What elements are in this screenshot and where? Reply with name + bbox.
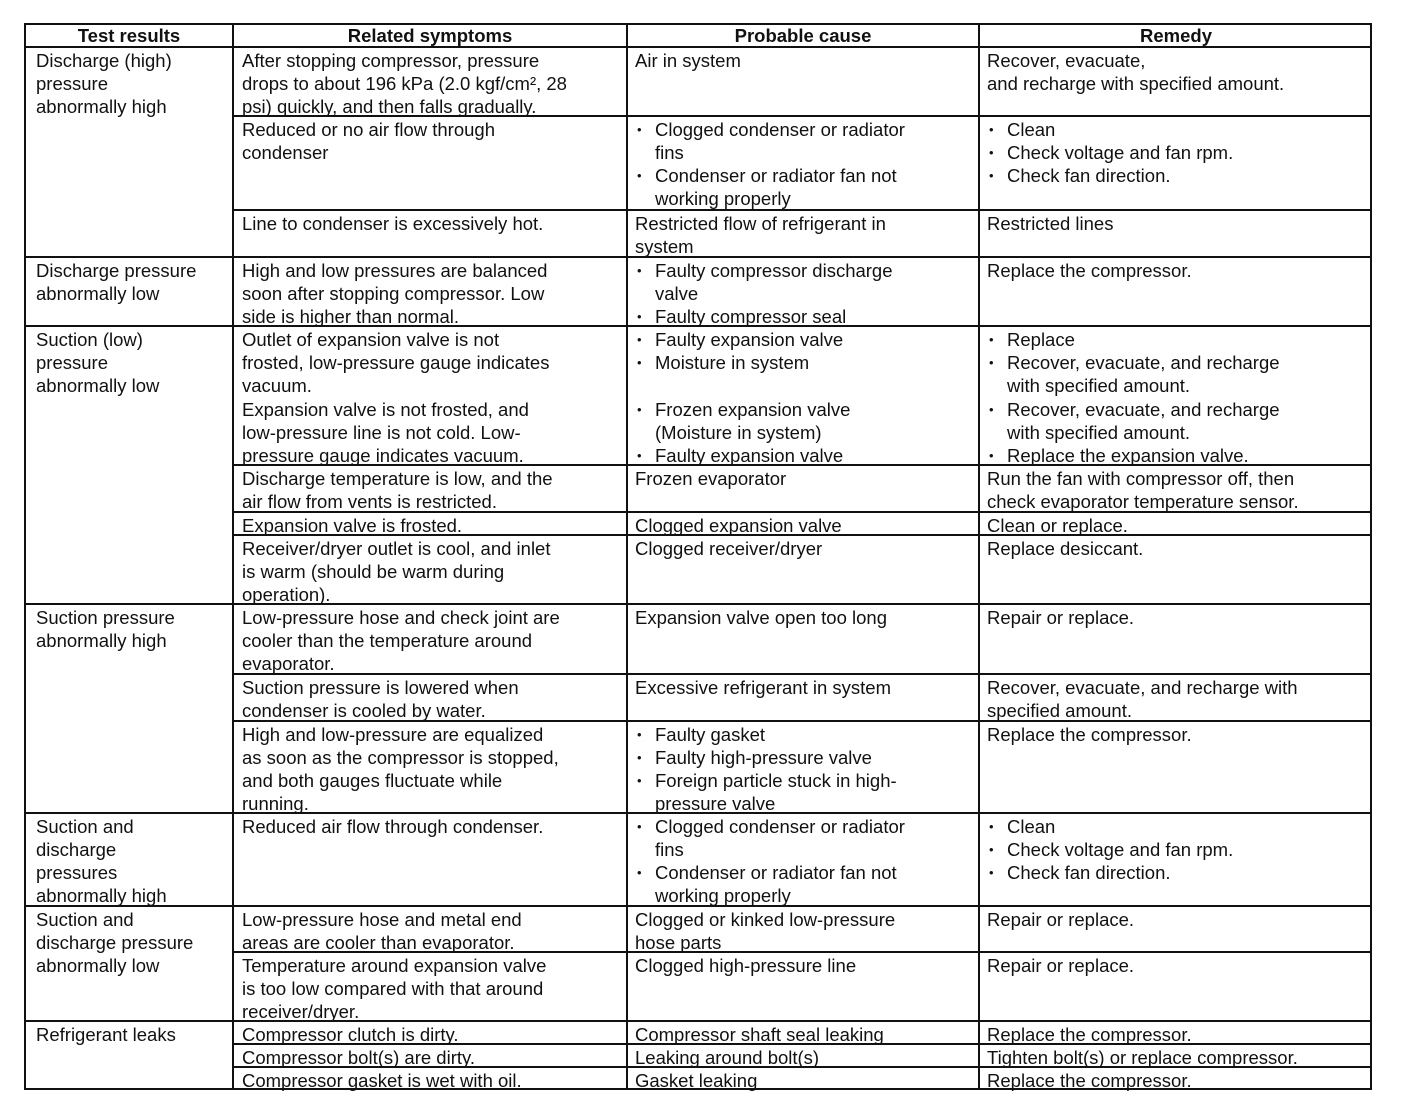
text-line: and recharge with specified amount. xyxy=(987,73,1285,94)
text-line: (Moisture in system) xyxy=(655,422,822,443)
text-line: Line to condenser is excessively hot. xyxy=(242,213,544,234)
text-line: Low-pressure hose and check joint are xyxy=(242,607,560,628)
text-line: • Check fan direction. xyxy=(1007,862,1171,883)
text-line: Receiver/dryer outlet is cool, and inlet xyxy=(242,538,551,559)
row-divider xyxy=(233,115,1372,117)
text-line: condenser xyxy=(242,142,329,163)
cause-cell xyxy=(635,212,975,258)
text-line: air flow from vents is restricted. xyxy=(242,491,497,512)
text-line: • Foreign particle stuck in high- xyxy=(655,770,897,791)
remedy-bullet-list xyxy=(987,118,1367,187)
text-line: fins xyxy=(655,142,684,163)
text-line: Outlet of expansion valve is not xyxy=(242,329,500,350)
text-line: working properly xyxy=(655,188,791,209)
remedy-cell xyxy=(987,49,1367,95)
text-line: pressure xyxy=(36,73,108,94)
text-line: Replace the compressor. xyxy=(987,1070,1192,1091)
text-line: Suction and xyxy=(36,909,134,930)
text-line: abnormally low xyxy=(36,283,160,304)
row-divider xyxy=(26,46,1372,48)
text-line: working properly xyxy=(655,885,791,906)
text-line: vacuum. xyxy=(242,375,312,396)
text-line: Refrigerant leaks xyxy=(36,1024,176,1045)
text-line: Clogged high-pressure line xyxy=(635,955,857,976)
text-line: Air in system xyxy=(635,50,741,71)
remedy-cell xyxy=(987,676,1367,722)
remedy-bullet-item xyxy=(987,118,1367,141)
troubleshooting-table xyxy=(24,23,1372,1090)
symptom-cell xyxy=(242,467,622,513)
cause-cell xyxy=(635,908,975,954)
symptom-cell xyxy=(242,815,622,838)
text-line: • Faulty gasket xyxy=(655,724,766,745)
row-divider xyxy=(233,511,1372,513)
text-line: abnormally high xyxy=(36,630,167,651)
row-divider xyxy=(233,534,1372,536)
cause-cell xyxy=(635,606,975,629)
symptom-cell xyxy=(242,259,622,328)
text-line: Clogged receiver/dryer xyxy=(635,538,823,559)
cause-bullet-item xyxy=(635,861,975,907)
text-line: pressure valve xyxy=(655,793,776,814)
remedy-cell xyxy=(987,398,1367,467)
text-line: cooler than the temperature around xyxy=(242,630,533,651)
cause-bullet-item xyxy=(635,815,975,861)
text-line: High and low-pressure are equalized xyxy=(242,724,544,745)
text-line: Temperature around expansion valve xyxy=(242,955,547,976)
remedy-cell xyxy=(987,908,1367,931)
text-line: Recover, evacuate, and recharge with xyxy=(987,677,1298,698)
remedy-cell xyxy=(987,954,1367,977)
text-line: Repair or replace. xyxy=(987,955,1135,976)
remedy-bullet-item xyxy=(987,351,1367,397)
text-line: Expansion valve is frosted. xyxy=(242,515,463,536)
text-line: abnormally low xyxy=(36,375,160,396)
text-line: discharge xyxy=(36,839,117,860)
row-divider xyxy=(26,325,1372,327)
text-line: is warm (should be warm during xyxy=(242,561,505,582)
text-line: • Check voltage and fan rpm. xyxy=(1007,839,1234,860)
text-line: Run the fan with compressor off, then xyxy=(987,468,1295,489)
text-line: discharge pressure xyxy=(36,932,194,953)
test-result-cell xyxy=(36,1023,226,1046)
text-line: pressure xyxy=(36,352,108,373)
remedy-cell xyxy=(987,815,1367,884)
text-line: • Faulty compressor discharge xyxy=(655,260,893,281)
text-line: Compressor gasket is wet with oil. xyxy=(242,1070,522,1091)
remedy-bullet-list xyxy=(987,398,1367,467)
text-line: • Clean xyxy=(1007,119,1056,140)
text-line: Compressor shaft seal leaking xyxy=(635,1024,884,1045)
cause-cell xyxy=(635,676,975,699)
remedy-cell xyxy=(987,259,1367,282)
test-result-cell xyxy=(36,815,226,907)
text-line: receiver/dryer. xyxy=(242,1001,360,1022)
text-line: drops to about 196 kPa (2.0 kgf/cm², 28 xyxy=(242,73,567,94)
text-line: and both gauges fluctuate while xyxy=(242,770,503,791)
symptom-cell xyxy=(242,954,622,1023)
column-divider xyxy=(978,25,980,1088)
remedy-cell xyxy=(987,118,1367,187)
symptom-cell xyxy=(242,723,622,815)
cause-cell xyxy=(635,398,975,467)
text-line: with specified amount. xyxy=(1007,422,1191,443)
row-divider xyxy=(233,1066,1372,1068)
remedy-bullet-item xyxy=(987,861,1367,884)
row-divider xyxy=(26,812,1372,814)
text-line: • Frozen expansion valve xyxy=(655,399,851,420)
text-line: Replace desiccant. xyxy=(987,538,1144,559)
text-line: condenser is cooled by water. xyxy=(242,700,486,721)
row-divider xyxy=(233,1043,1372,1045)
text-line: Discharge temperature is low, and the xyxy=(242,468,553,489)
text-line: running. xyxy=(242,793,309,814)
text-line: fins xyxy=(655,839,684,860)
symptom-cell xyxy=(242,606,622,675)
text-line: frosted, low-pressure gauge indicates xyxy=(242,352,550,373)
text-line: Repair or replace. xyxy=(987,909,1135,930)
remedy-cell xyxy=(987,467,1367,513)
text-line: as soon as the compressor is stopped, xyxy=(242,747,559,768)
text-line: Recover, evacuate, xyxy=(987,50,1146,71)
text-line: Reduced air flow through condenser. xyxy=(242,816,544,837)
text-line: • Replace the expansion valve. xyxy=(1007,445,1249,466)
text-line: After stopping compressor, pressure xyxy=(242,50,540,71)
test-result-cell xyxy=(36,328,226,397)
cause-bullet-item xyxy=(635,259,975,305)
header-related-symptoms: Related symptoms xyxy=(347,25,513,46)
text-line: Clean or replace. xyxy=(987,515,1128,536)
text-line: Leaking around bolt(s) xyxy=(635,1047,820,1068)
cause-cell xyxy=(635,723,975,815)
cause-cell xyxy=(635,537,975,560)
remedy-cell xyxy=(987,537,1367,560)
text-line: is too low compared with that around xyxy=(242,978,544,999)
text-line: • Faulty high-pressure valve xyxy=(655,747,872,768)
remedy-cell xyxy=(987,1069,1367,1092)
text-line: Tighten bolt(s) or replace compressor. xyxy=(987,1047,1298,1068)
cause-bullet-item xyxy=(635,769,975,815)
remedy-bullet-list xyxy=(987,328,1367,397)
remedy-bullet-item xyxy=(987,815,1367,838)
text-line: • Check voltage and fan rpm. xyxy=(1007,142,1234,163)
text-line: • Recover, evacuate, and recharge xyxy=(1007,352,1280,373)
remedy-cell xyxy=(987,328,1367,397)
text-line: • Check fan direction. xyxy=(1007,165,1171,186)
cause-bullet-list xyxy=(635,118,975,210)
text-line: Discharge (high) xyxy=(36,50,172,71)
text-line: • Recover, evacuate, and recharge xyxy=(1007,399,1280,420)
remedy-cell xyxy=(987,723,1367,746)
cause-cell xyxy=(635,328,975,374)
remedy-bullet-item xyxy=(987,141,1367,164)
remedy-bullet-list xyxy=(987,815,1367,884)
text-line: • Faulty expansion valve xyxy=(655,445,844,466)
text-line: valve xyxy=(655,283,699,304)
cause-cell xyxy=(635,49,975,72)
text-line: • Moisture in system xyxy=(655,352,810,373)
text-line: Repair or replace. xyxy=(987,607,1135,628)
text-line: Discharge pressure xyxy=(36,260,197,281)
text-line: Replace the compressor. xyxy=(987,1024,1192,1045)
text-line: • Faulty compressor seal xyxy=(655,306,847,327)
header-probable-cause: Probable cause xyxy=(734,25,872,46)
header-test-results: Test results xyxy=(77,25,181,46)
text-line: • Faulty expansion valve xyxy=(655,329,844,350)
cause-bullet-item xyxy=(635,351,975,374)
symptom-cell xyxy=(242,676,622,722)
text-line: abnormally low xyxy=(36,955,160,976)
text-line: abnormally high xyxy=(36,885,167,906)
text-line: evaporator. xyxy=(242,653,335,674)
text-line: check evaporator temperature sensor. xyxy=(987,491,1299,512)
row-divider xyxy=(26,256,1372,258)
remedy-bullet-item xyxy=(987,838,1367,861)
text-line: Suction (low) xyxy=(36,329,143,350)
text-line: operation). xyxy=(242,584,331,605)
text-line: • Replace xyxy=(1007,329,1075,350)
text-line: Suction and xyxy=(36,816,134,837)
text-line: Low-pressure hose and metal end xyxy=(242,909,522,930)
text-line: Replace the compressor. xyxy=(987,724,1192,745)
cause-bullet-item xyxy=(635,164,975,210)
symptom-cell xyxy=(242,118,622,164)
cause-bullet-item xyxy=(635,746,975,769)
row-divider xyxy=(26,905,1372,907)
cause-bullet-list xyxy=(635,259,975,328)
row-divider xyxy=(233,209,1372,211)
text-line: Expansion valve open too long xyxy=(635,607,887,628)
text-line: pressures xyxy=(36,862,118,883)
symptom-cell xyxy=(242,212,622,235)
text-line: side is higher than normal. xyxy=(242,306,459,327)
row-divider xyxy=(26,1020,1372,1022)
test-result-cell xyxy=(36,49,226,118)
symptom-cell xyxy=(242,908,622,954)
text-line: Restricted lines xyxy=(987,213,1114,234)
text-line: Gasket leaking xyxy=(635,1070,758,1091)
row-divider xyxy=(233,720,1372,722)
text-line: pressure gauge indicates vacuum. xyxy=(242,445,524,466)
text-line: Suction pressure xyxy=(36,607,175,628)
text-line: Clogged expansion valve xyxy=(635,515,842,536)
text-line: • Clean xyxy=(1007,816,1056,837)
header-remedy: Remedy xyxy=(1140,25,1212,46)
text-line: Compressor bolt(s) are dirty. xyxy=(242,1047,476,1068)
remedy-bullet-item xyxy=(987,328,1367,351)
text-line: soon after stopping compressor. Low xyxy=(242,283,545,304)
text-line: • Clogged condenser or radiator xyxy=(655,119,905,140)
row-divider xyxy=(26,603,1372,605)
text-line: areas are cooler than evaporator. xyxy=(242,932,515,953)
text-line: Compressor clutch is dirty. xyxy=(242,1024,459,1045)
text-line: Restricted flow of refrigerant in xyxy=(635,213,886,234)
text-line: Expansion valve is not frosted, and xyxy=(242,399,529,420)
column-divider xyxy=(232,25,234,1088)
symptom-cell xyxy=(242,49,622,118)
column-divider xyxy=(626,25,628,1088)
remedy-cell xyxy=(987,606,1367,629)
cause-bullet-item xyxy=(635,398,975,444)
cause-bullet-list xyxy=(635,398,975,467)
remedy-cell xyxy=(987,212,1367,235)
remedy-bullet-item xyxy=(987,164,1367,187)
cause-cell xyxy=(635,259,975,328)
text-line: Excessive refrigerant in system xyxy=(635,677,892,698)
cause-cell xyxy=(635,815,975,907)
cause-bullet-item xyxy=(635,723,975,746)
cause-bullet-list xyxy=(635,815,975,907)
text-line: with specified amount. xyxy=(1007,375,1191,396)
text-line: High and low pressures are balanced xyxy=(242,260,548,281)
text-line: system xyxy=(635,236,694,257)
remedy-bullet-item xyxy=(987,398,1367,444)
text-line: abnormally high xyxy=(36,96,167,117)
cause-bullet-item xyxy=(635,118,975,164)
text-line: Reduced or no air flow through xyxy=(242,119,495,140)
text-line: psi) quickly, and then falls gradually. xyxy=(242,96,537,117)
test-result-cell xyxy=(36,259,226,305)
text-line: Suction pressure is lowered when xyxy=(242,677,519,698)
symptom-cell xyxy=(242,328,622,397)
cause-cell xyxy=(635,954,975,977)
text-line: Replace the compressor. xyxy=(987,260,1192,281)
text-line: • Clogged condenser or radiator xyxy=(655,816,905,837)
cause-bullet-list xyxy=(635,328,975,374)
cause-cell xyxy=(635,118,975,210)
text-line: Frozen evaporator xyxy=(635,468,787,489)
cause-cell xyxy=(635,467,975,490)
cause-bullet-list xyxy=(635,723,975,815)
row-divider xyxy=(233,951,1372,953)
text-line: • Condenser or radiator fan not xyxy=(655,862,897,883)
text-line: • Condenser or radiator fan not xyxy=(655,165,897,186)
symptom-cell xyxy=(242,537,622,606)
cause-bullet-item xyxy=(635,328,975,351)
test-result-cell xyxy=(36,606,226,652)
test-result-cell xyxy=(36,908,226,977)
symptom-cell xyxy=(242,1069,622,1092)
text-line: Clogged or kinked low-pressure xyxy=(635,909,896,930)
symptom-cell xyxy=(242,398,622,467)
text-line: specified amount. xyxy=(987,700,1133,721)
cause-cell xyxy=(635,1069,975,1092)
row-divider xyxy=(233,673,1372,675)
text-line: low-pressure line is not cold. Low- xyxy=(242,422,521,443)
row-divider xyxy=(233,464,1372,466)
text-line: hose parts xyxy=(635,932,722,953)
